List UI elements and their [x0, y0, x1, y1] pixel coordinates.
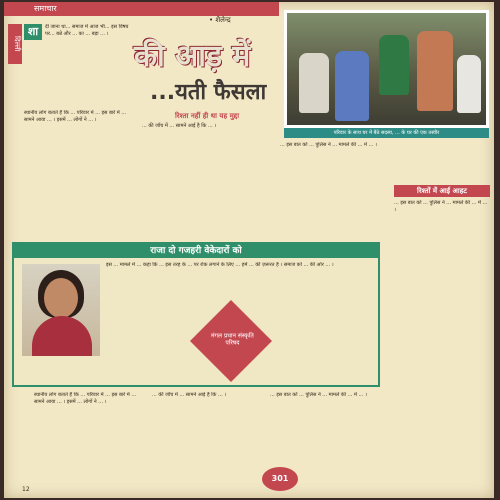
interview-text: इस ... मामले में ... कहा कि ... इस तरह के ... पर रोक लगाने के लिए ... हमें ... की ज़रूरत है । समाज को ... की ओर ... । [106, 262, 334, 268]
city-tag: दिल्ली [8, 24, 22, 64]
middle-subhead: रिश्ता नहीं ही था यह मुद्दा [174, 112, 240, 120]
section-label: समाचार [34, 4, 57, 13]
photo-caption: परिवार के साथ घर में बैठे सदस्य, ... के घर की एक तस्वीर [284, 128, 489, 138]
interview-title: राजा दो गजहरी वेकेदारों को [14, 244, 378, 258]
stamp-text: मंगल प्रधान संस्कृति परिषद [211, 332, 254, 347]
drop-cap: शा [24, 24, 42, 40]
interviewee-photo [22, 264, 100, 356]
column-left [24, 110, 134, 238]
headline-line-2: ...यती फैसला [150, 80, 267, 105]
column-right [280, 142, 388, 238]
headline [134, 34, 279, 104]
magazine-page [4, 2, 494, 498]
section-header [4, 2, 279, 16]
column-right-text: ... इस बात को ... पुलिस ने ... मामले की ... में ... । [280, 142, 377, 148]
column-far-right-text: ... इस बात को ... पुलिस ने ... मामले की ... में ... । [394, 200, 488, 213]
column-bottom-3: ... इस बात को ... पुलिस ने ... मामले की ... में ... । [270, 392, 367, 398]
column-far-right [394, 200, 490, 488]
page-number: 12 [22, 486, 30, 493]
column-left-text: स्थानीय लोग बताते हैं कि ... परिवार में ... इस बारे में ... सामने आया ... । इसमें ... लोगों ने ... । [24, 110, 127, 123]
right-subhead: रिश्तों में आई आहट [394, 185, 490, 197]
column-bottom-1: स्थानीय लोग बताते हैं कि ... परिवार में ... इस बारे में ... सामने आया ... । इसमें ... लोगों ने ... । [34, 392, 137, 405]
author-byline: • शैलेन्द्र [209, 16, 231, 24]
interview-box [12, 242, 380, 387]
intro-text: दी जाना था... समाज में आज भी... इस विषय पर... बन्ने और ... का ... बड़ा ... । [45, 24, 129, 37]
headline-line-1: की आड़ में [134, 39, 251, 74]
column-bottom-2: ... की जाँच में ... सामने आई है कि ... । [152, 392, 227, 398]
column-middle [142, 110, 272, 238]
feature-photo [284, 10, 489, 128]
intro-block [24, 24, 139, 104]
magazine-logo: 301 [262, 467, 298, 491]
column-middle-text: ... की जाँच में ... सामने आई है कि ... । [142, 122, 217, 129]
